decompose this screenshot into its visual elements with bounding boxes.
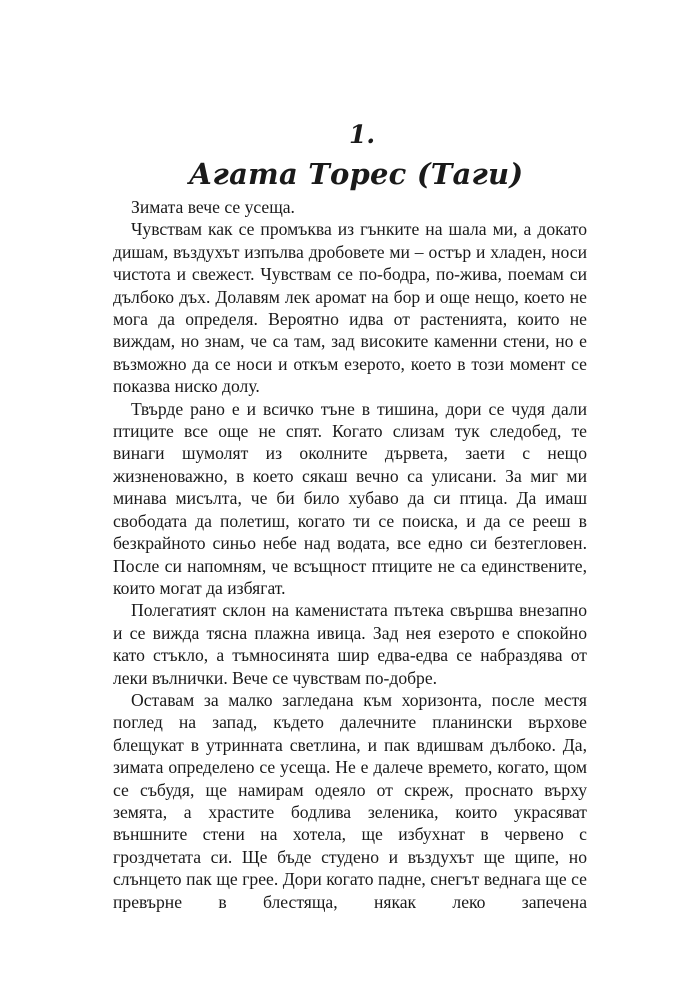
chapter-body: [113, 196, 587, 913]
paragraph: Оставам за малко загледана към хоризонта, после местя поглед на запад, където далечните планински върхове блещукат в утринната светлина, и пак вдишвам дълбоко. Да, зимата определено се усеща. Не е далече времето, когато, щом се събудя, ще намирам одеяло от скреж, проснато върху земята, а храстите бодлива зеленика, които украсяват външните стени на хотела, ще избухнат в червено с гроздчетата си. Ще бъде студено и въздухът ще щипе, но слънцето пак ще грее. Дори когато падне, снегът веднага ще се превърне в блестяща, някак леко запечена: [113, 689, 587, 912]
paragraph: Зимата вече се усеща.: [131, 197, 295, 217]
chapter-title: Агата Торес (Таги): [188, 157, 524, 191]
paragraph: Полегатият склон на каменистата пътека свършва внезапно и се вижда тясна плажна ивица. Зад нея езерото е спокойно като стъкло, а тъмносинята шир едва-едва се набраздява от леки вълнички. Вече се чувствам по-добре.: [113, 600, 587, 688]
chapter-number: 1.: [348, 120, 376, 149]
book-page: [113, 118, 587, 913]
paragraph: Твърде рано е и всичко тъне в тишина, дори се чудя дали птиците все още не спят. Когато слизам тук следобед, те винаги шумолят из околните дървета, заети с нещо жизненоважно, в което сякаш вечно са улисани. За миг ми минава мисълта, че би било хубаво да си птица. Да имаш свободата да полетиш, когато ти се поиска, и да се рееш в безкрайното синьо небе над водата, все едно си безтегловен. После си напомням, че всъщност птиците не са единствените, които могат да избягат.: [113, 398, 587, 598]
paragraph: Чувствам как се промъква из гънките на шала ми, а докато дишам, въздухът изпълва дробовете ми – остър и хладен, носи чистота и свежест. Чувствам се по-бодра, по-жива, поемам си дълбоко дъх. Долавям лек аромат на бор и още нещо, което не мога да определя. Вероятно идва от растенията, които не виждам, но знам, че са там, зад високите каменни стени, но е възможно да се носи и откъм езерото, което в този момент се показва ниско долу.: [113, 219, 587, 397]
